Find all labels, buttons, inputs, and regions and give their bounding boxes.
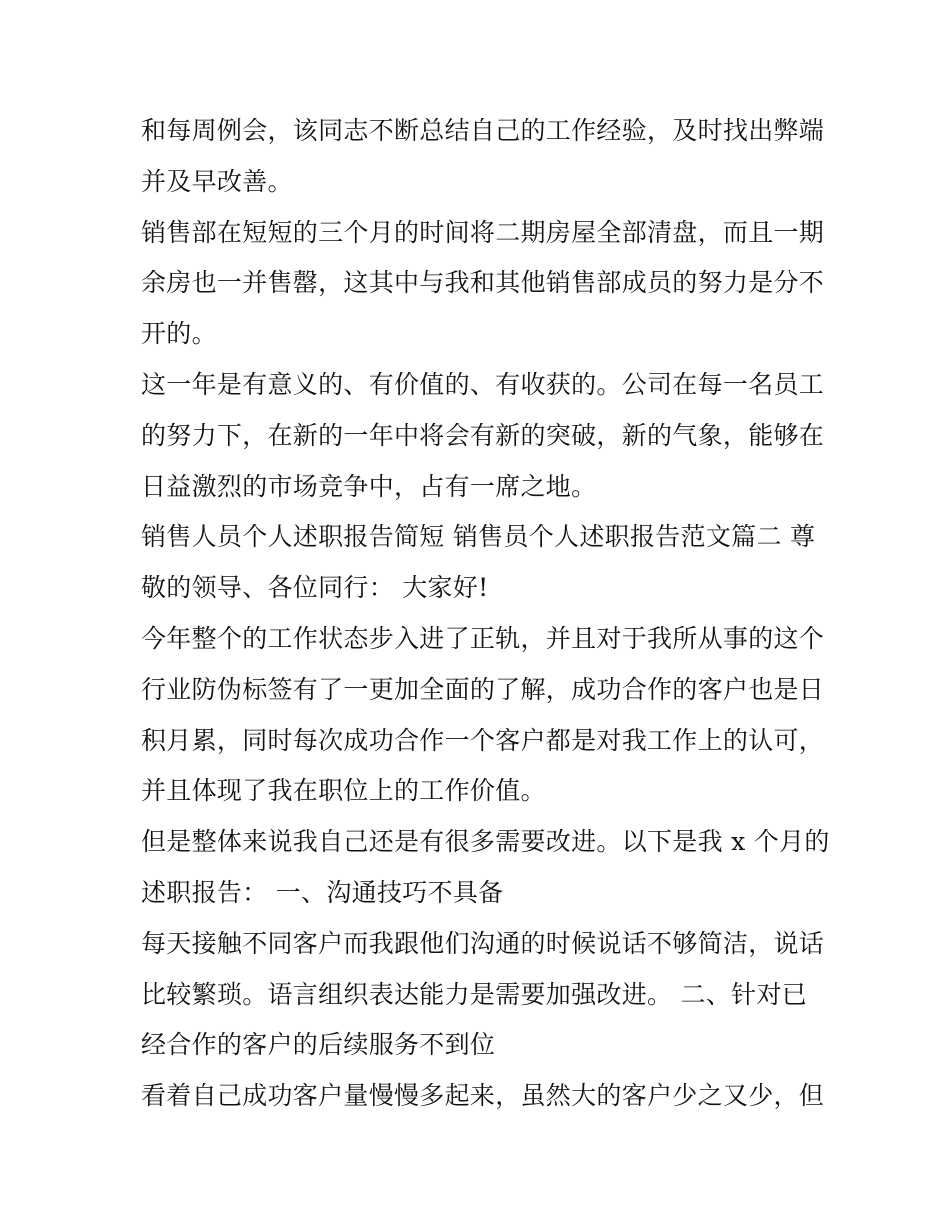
text-line: 和每周例会，该同志不断总结自己的工作经验，及时找出弊端 (141, 116, 825, 145)
text-line: 销售部在短短的三个月的时间将二期房屋全部清盘，而且一期 (141, 217, 825, 247)
text-line: 今年整个的工作状态步入进了正轨，并且对于我所从事的这个 (141, 623, 825, 653)
text-line: 每天接触不同客户而我跟他们沟通的时候说话不够简洁，说话 (141, 928, 825, 958)
text-line: 余房也一并售罄，这其中与我和其他销售部成员的努力是分不 (141, 268, 825, 298)
text-line: 开的。 (141, 319, 217, 349)
text-line: 积月累，同时每次成功合作一个客户都是对我工作上的认可， (141, 725, 825, 755)
text-line: 敬的领导、各位同行： 大家好! (141, 573, 489, 603)
text-line: 日益激烈的市场竞争中，占有一席之地。 (141, 471, 597, 501)
text-line: 经合作的客户的后续服务不到位 (141, 1030, 496, 1060)
text-line: 比较繁琐。语言组织表达能力是需要加强改进。 二、针对已 (141, 979, 808, 1009)
text-line: 销售人员个人述职报告简短 销售员个人述职报告范文篇二 尊 (141, 522, 816, 552)
text-line: 并且体现了我在职位上的工作价值。 (141, 776, 546, 806)
text-line: 看着自己成功客户量慢慢多起来，虽然大的客户少之又少，但 (141, 1081, 825, 1111)
text-line: 并及早改善。 (141, 166, 293, 196)
text-line: 这一年是有意义的、有价值的、有收获的。公司在每一名员工 (141, 369, 825, 399)
text-line: 行业防伪标签有了一更加全面的了解，成功合作的客户也是日 (141, 674, 825, 704)
text-line: 但是整体来说我自己还是有很多需要改进。以下是我 x 个月的 (141, 827, 830, 857)
document-body (141, 106, 830, 1122)
text-line: 述职报告： 一、沟通技巧不具备 (141, 877, 504, 907)
text-line: 的努力下，在新的一年中将会有新的突破，新的气象，能够在 (141, 420, 825, 450)
